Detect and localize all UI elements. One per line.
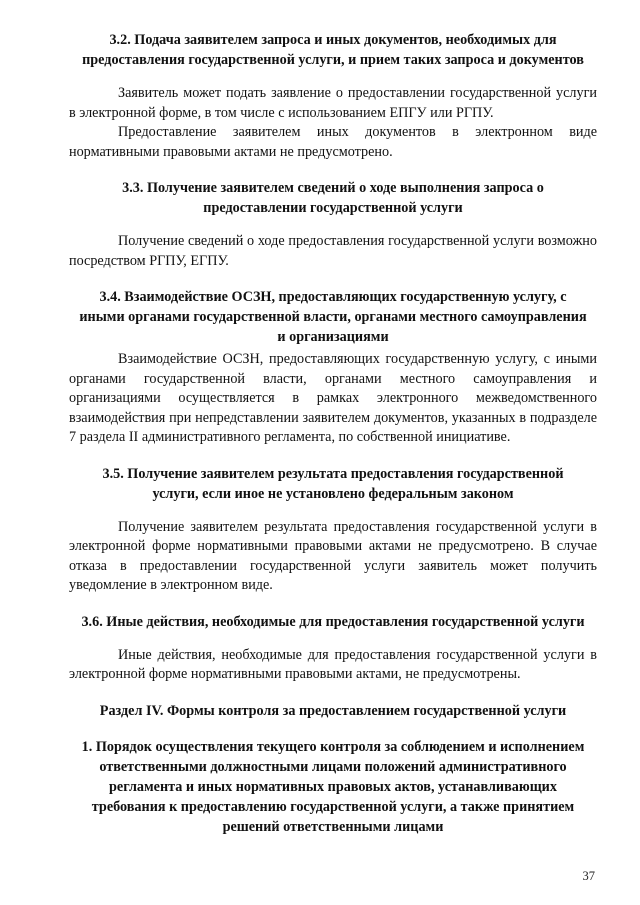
section-3-5-heading: 3.5. Получение заявителем результата предоставления государственной услуги, если иное не установлено федеральным законом: [102, 465, 564, 502]
section-3-2-heading: 3.2. Подача заявителем запроса и иных документов, необходимых для предоставления государственной услуги, и прием таких запроса и документов: [82, 32, 584, 68]
section-3-4-heading: 3.4. Взаимодействие ОСЗН, предоставляющих государственную услугу, с иными органами государственной власти, органами местного самоуправления и организациями: [79, 289, 587, 345]
section-3-3-heading: 3.3. Получение заявителем сведений о ходе выполнения запроса о предоставлении государственной услуги: [122, 180, 544, 216]
section-3-2-paragraph-2: Предоставление заявителем иных документов в электронном виде нормативными правовыми актами не предусмотрено.: [69, 124, 597, 160]
subsection-1-heading: 1. Порядок осуществления текущего контроля за соблюдением и исполнением ответственными должностными лицами положений административного регламента и иных нормативных правовых актов, устанавливающих требования к предоставлению государственной услуги, а также принятием решений ответственными лицами: [81, 738, 585, 835]
section-3-4-paragraph-1: Взаимодействие ОСЗН, предоставляющих государственную услугу, с иными органами государственной власти, органами местного самоуправления и организациями осуществляется в рамках электронного межведомственного взаимодействия при непредставлении заявителем документов, указанных в подразделе 7 раздела II административного регламента, по собственной инициативе.: [69, 351, 597, 445]
page-number: 37: [582, 869, 595, 883]
section-3-6-heading: 3.6. Иные действия, необходимые для предоставления государственной услуги: [81, 613, 585, 630]
part-iv-heading: Раздел IV. Формы контроля за предоставлением государственной услуги: [99, 702, 567, 719]
section-3-5-paragraph-1: Получение заявителем результата предоставления государственной услуги в электронной форме нормативными правовыми актами не предусмотрено. В случае отказа в предоставлении государственной услуги заявитель может получить уведомление в электронном виде.: [69, 518, 597, 593]
section-3-2-paragraph-1: Заявитель может подать заявление о предоставлении государственной услуги в электронной форме, в том числе с использованием ЕПГУ или РГПУ.: [69, 85, 597, 121]
document-page: [69, 30, 597, 837]
section-3-6-paragraph-1: Иные действия, необходимые для предоставления государственной услуги в электронной форме нормативными правовыми актами, не предусмотрены.: [69, 646, 597, 682]
section-3-3-paragraph-1: Получение сведений о ходе предоставления государственной услуги возможно посредством РГПУ, ЕГПУ.: [69, 233, 597, 269]
